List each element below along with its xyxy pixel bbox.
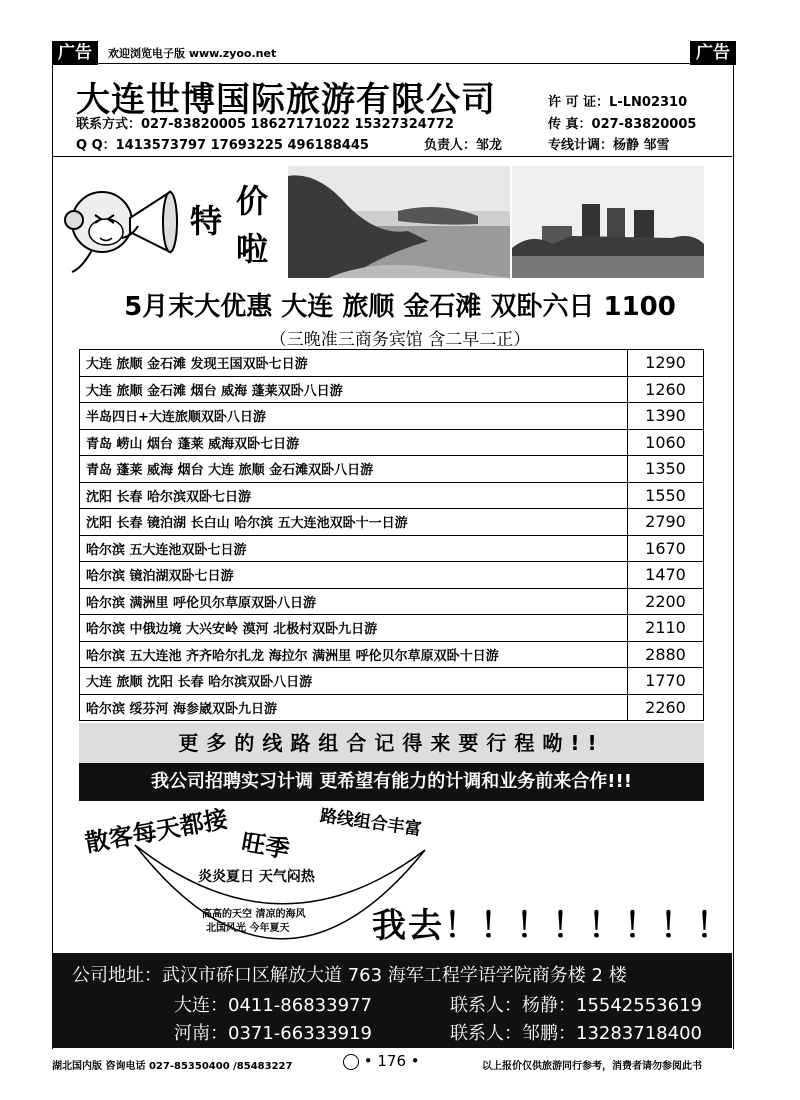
page-badge-icon <box>343 1054 359 1070</box>
dalian-phone: 大连：0411-86833977 <box>174 995 372 1016</box>
slogan-daily: 散客每天都接 <box>83 804 230 858</box>
monkey-megaphone-icon <box>62 170 192 280</box>
planners: 专线计调：杨静 邹雪 <box>548 138 670 153</box>
table-row <box>80 350 704 377</box>
table-row <box>80 403 704 430</box>
promo-headline: 5月末大优惠 大连 旅顺 金石滩 双卧六日 1100 <box>124 292 676 322</box>
table-row <box>80 641 704 668</box>
route-price: 1390 <box>628 403 704 430</box>
city-photo <box>512 166 704 278</box>
page-number: • 176 • <box>343 1052 420 1070</box>
route-price: 2790 <box>628 509 704 536</box>
route-price: 1060 <box>628 429 704 456</box>
route-name: 沈阳 长春 哈尔滨双卧七日游 <box>80 482 628 509</box>
footer-left: 湖北国内版 咨询电话 027-85350400 /85483227 <box>52 1061 293 1072</box>
route-name: 沈阳 长春 镜泊湖 长白山 哈尔滨 五大连池双卧十一日游 <box>80 509 628 536</box>
promo-subline: （三晚准三商务宾馆 含二早二正） <box>269 330 531 350</box>
table-row <box>80 615 704 642</box>
slogan-line2: 北国风光 今年夏天 <box>206 923 290 934</box>
tejia-char-2: 价 <box>236 182 269 220</box>
coast-photo <box>288 166 510 278</box>
henan-phone: 河南：0371-66333919 <box>174 1023 372 1044</box>
route-name: 大连 旅顺 金石滩 发现王国双卧七日游 <box>80 350 628 377</box>
page-number-text: 176 <box>377 1052 407 1070</box>
route-price: 2260 <box>628 694 704 721</box>
slogan-wangji: 旺季 <box>239 828 292 864</box>
footer-right: 以上报价仅供旅游同行参考，消费者请勿参阅此书 <box>482 1061 702 1072</box>
table-row <box>80 694 704 721</box>
owner: 负责人：邹龙 <box>424 138 503 153</box>
route-price-table <box>79 349 704 721</box>
recruit-banner: 我公司招聘实习计调 更希望有能力的计调和业务前来合作!!! <box>79 763 704 801</box>
table-row <box>80 509 704 536</box>
table-row <box>80 456 704 483</box>
license: 许 可 证：L-LN02310 <box>548 95 688 110</box>
slogan-go: 我去！！！！！！！！ <box>372 906 732 946</box>
route-price: 2880 <box>628 641 704 668</box>
route-name: 青岛 蓬莱 威海 烟台 大连 旅顺 金石滩双卧八日游 <box>80 456 628 483</box>
route-price: 1470 <box>628 562 704 589</box>
table-row <box>80 429 704 456</box>
more-routes-banner: 更多的线路组合记得来要行程呦!! <box>79 723 704 763</box>
route-name: 哈尔滨 五大连池 齐齐哈尔扎龙 海拉尔 满洲里 呼伦贝尔草原双卧十日游 <box>80 641 628 668</box>
table-row <box>80 376 704 403</box>
slogan-combo: 路线组合丰富 <box>318 805 423 840</box>
route-price: 2200 <box>628 588 704 615</box>
route-price: 1260 <box>628 376 704 403</box>
henan-contact: 联系人：邹鹏：13283718400 <box>450 1023 702 1044</box>
route-name: 大连 旅顺 沈阳 长春 哈尔滨双卧八日游 <box>80 668 628 695</box>
welcome-text: 欢迎浏览电子版 www.zyoo.net <box>108 47 277 60</box>
slogan-line1: 高高的天空 清凉的海风 <box>202 909 306 920</box>
route-name: 大连 旅顺 金石滩 烟台 威海 蓬莱双卧八日游 <box>80 376 628 403</box>
ad-label-left: 广告 <box>52 41 98 65</box>
slogan-hot: 炎炎夏日 天气闷热 <box>198 869 315 885</box>
route-name: 哈尔滨 镜泊湖双卧七日游 <box>80 562 628 589</box>
table-row <box>80 535 704 562</box>
route-name: 哈尔滨 五大连池双卧七日游 <box>80 535 628 562</box>
contact-phones: 联系方式：027-83820005 18627171022 15327324772 <box>76 117 454 132</box>
route-price: 1350 <box>628 456 704 483</box>
company-address: 公司地址：武汉市硚口区解放大道 763 海军工程学语学院商务楼 2 楼 <box>72 965 627 986</box>
dalian-contact: 联系人：杨静：15542553619 <box>450 995 702 1016</box>
route-name: 哈尔滨 满洲里 呼伦贝尔草原双卧八日游 <box>80 588 628 615</box>
route-price: 1670 <box>628 535 704 562</box>
route-price: 1290 <box>628 350 704 377</box>
route-name: 青岛 崂山 烟台 蓬莱 威海双卧七日游 <box>80 429 628 456</box>
route-price: 1770 <box>628 668 704 695</box>
route-price: 2110 <box>628 615 704 642</box>
route-name: 哈尔滨 绥芬河 海参崴双卧九日游 <box>80 694 628 721</box>
route-price: 1550 <box>628 482 704 509</box>
tejia-char-3: 啦 <box>236 230 269 268</box>
address-box <box>52 953 732 1048</box>
qq-numbers: Q Q：1413573797 17693225 496188445 <box>76 138 369 153</box>
table-row <box>80 668 704 695</box>
tejia-char-1: 特 <box>190 202 223 240</box>
ad-label-right: 广告 <box>690 41 736 65</box>
fax: 传 真：027-83820005 <box>548 117 697 132</box>
table-row <box>80 588 704 615</box>
route-name: 哈尔滨 中俄边境 大兴安岭 漠河 北极村双卧九日游 <box>80 615 628 642</box>
company-name: 大连世博国际旅游有限公司 <box>76 80 496 120</box>
table-row <box>80 482 704 509</box>
table-row <box>80 562 704 589</box>
route-name: 半岛四日+大连旅顺双卧八日游 <box>80 403 628 430</box>
